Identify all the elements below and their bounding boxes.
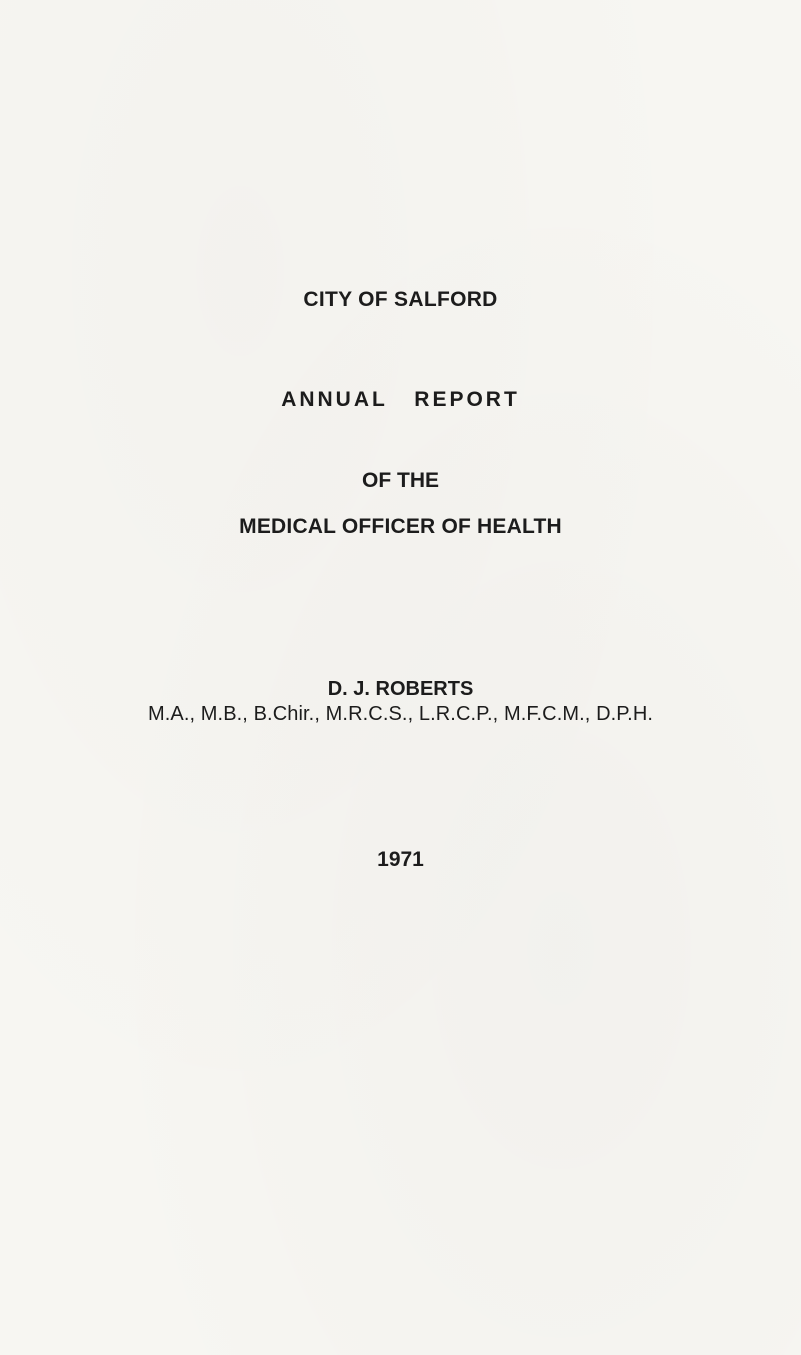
author-qualifications: M.A., M.B., B.Chir., M.R.C.S., L.R.C.P., M.F.C.M., D.P.H. bbox=[147, 703, 654, 725]
city-heading: CITY OF SALFORD bbox=[303, 288, 498, 311]
of-the-text: OF THE bbox=[362, 469, 439, 492]
author-name: D. J. ROBERTS bbox=[327, 678, 474, 700]
report-title: ANNUAL REPORT bbox=[281, 388, 520, 411]
office-title: MEDICAL OFFICER OF HEALTH bbox=[239, 515, 562, 538]
report-year: 1971 bbox=[377, 848, 424, 871]
